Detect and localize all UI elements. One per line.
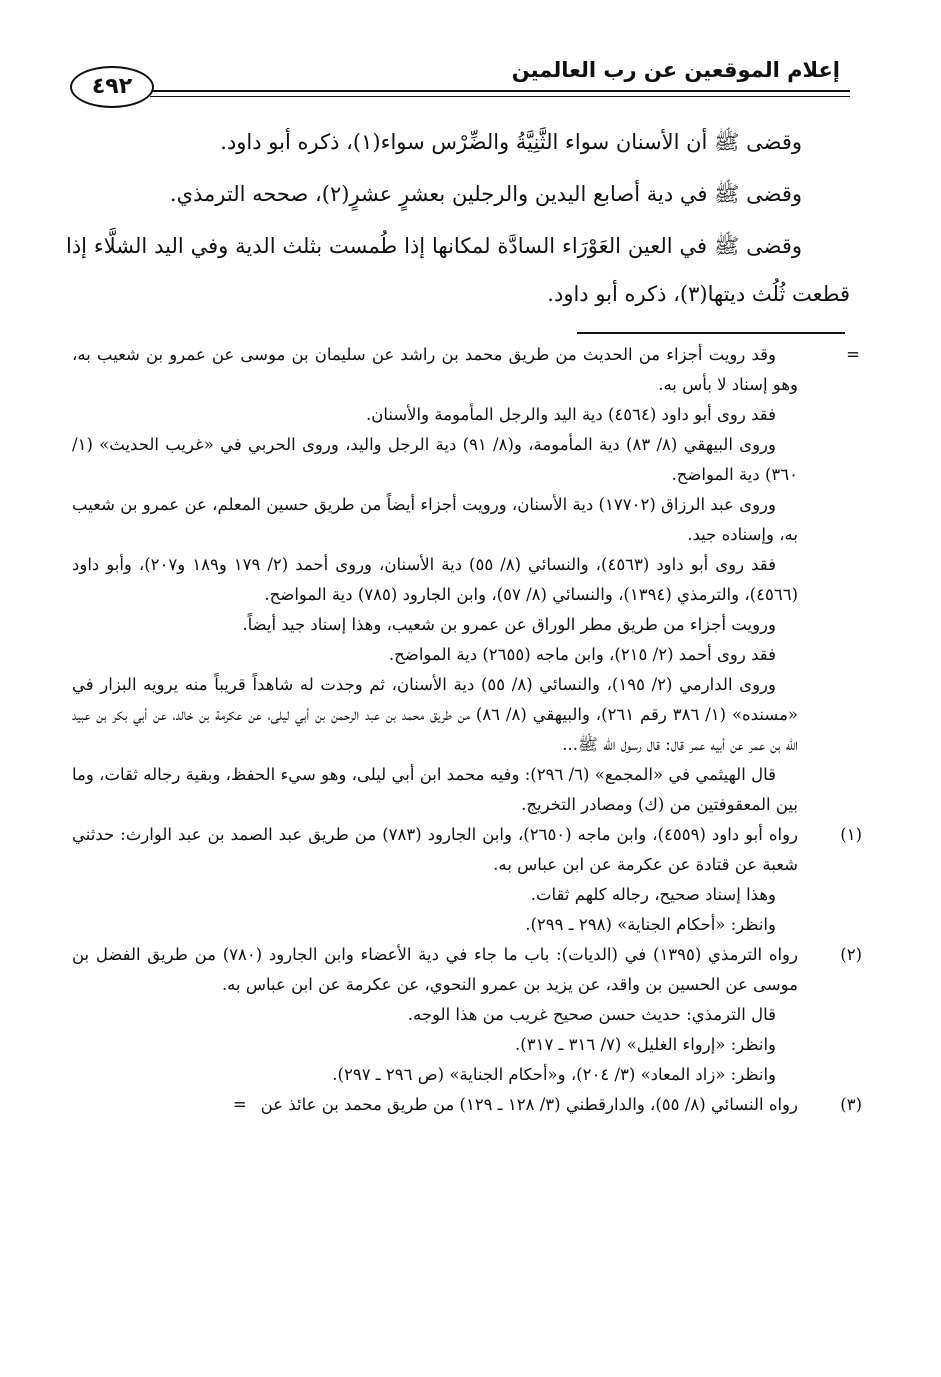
footnote-text-content: رواه النسائي (٨/ ٥٥)، والدارقطني (٣/ ١٢٨ ـ ١٢٩) من طريق محمد بن عائذ عن [260, 1095, 798, 1114]
main-paragraph: وقضى ﷺ أن الأسنان سواء الثَّنِيَّةُ والضِّرْس سواء(١)، ذكره أبو داود. [220, 130, 802, 154]
footnote-line: فقد روى أحمد (٢/ ٢١٥)، وابن ماجه (٢٦٥٥) دية المواضح. [388, 645, 776, 664]
footnotes [72, 340, 864, 1120]
footnote-line: وانظر: «زاد المعاد» (٣/ ٢٠٤)، و«أحكام الجناية» (ص ٢٩٦ ـ ٢٩٧). [332, 1065, 776, 1084]
footnote-number: (٣) [840, 1095, 862, 1114]
main-paragraph: وقضى ﷺ في دية أصابع اليدين والرجلين بعشرٍ عشرٍ(٢)، صححه الترمذي. [169, 182, 802, 206]
running-title: إعلام الموقعين عن رب العالمين [511, 58, 840, 82]
header-rule [150, 90, 850, 92]
continuation-mark: = [232, 1095, 247, 1114]
page-header [70, 50, 850, 110]
footnote-separator [577, 332, 845, 334]
footnote-line: وروى البيهقي (٨/ ٨٣) دية المأمومة، و(٨/ ٩١) دية الرجل واليد، وروى الحربي في «غريب الحديث» (١/ ٣٦٠) دية المواضح. [72, 435, 798, 484]
footnote-line: قال الترمذي: حديث حسن صحيح غريب من هذا الوجه. [407, 1005, 776, 1024]
footnote-line: فقد روى أبو داود (٤٥٦٣)، والنسائي (٨/ ٥٥) دية الأسنان، وروى أحمد (٢/ ١٧٩ و١٨٩ و٢٠٧)، وأبو داود (٤٥٦٦)، والترمذي (١٣٩٤)، والنسائي (٨/ ٥٧)، وابن الجارود (٧٨٥) دية المواضح. [72, 555, 798, 604]
footnote-line: قال الهيثمي في «المجمع» (٦/ ٢٩٦): وفيه محمد ابن أبي ليلى، وهو سيء الحفظ، وبقية رجاله ثقات، وما بين المعقوفتين من (ك) ومصادر التخريج. [72, 765, 798, 814]
footnote-number: (١) [840, 825, 862, 844]
footnote-line: وروى الدارمي (٢/ ١٩٥)، والنسائي (٨/ ٥٥) دية الأسنان، ثم وجدت له شاهداً قريباً منه يرويه البزار في «مسنده» (١/ ٣٨٦ رقم ٢٦١)، والبيهقي (٨/ ٨٦) من طريق محمد بن عبد الرحمن بن أبي ليلى، عن عكرمة بن خالد، عن أبي بكر بن عبيد الله بن عمر عن أبيه عمر قال: قال رسول الله ﷺ... [72, 675, 798, 754]
continuation-mark: = [846, 345, 860, 364]
main-text [66, 118, 850, 322]
main-paragraph: وقضى ﷺ في العين العَوْرَاء السادَّة لمكانها إذا طُمست بثلث الدية وفي اليد الشلَّاء إذا قطعت ثُلُث ديتها(٣)، ذكره أبو داود. [66, 234, 850, 306]
footnote-line: وانظر: «إرواء الغليل» (٧/ ٣١٦ ـ ٣١٧). [515, 1035, 776, 1054]
header-rule-thin [150, 96, 850, 97]
footnote-3 [72, 1090, 864, 1120]
footnote-line: ورويت أجزاء من طريق مطر الوراق عن عمرو بن شعيب، وهذا إسناد جيد أيضاً. [242, 615, 776, 634]
footnote-number: (٢) [840, 945, 862, 964]
footnote-text: رواه أبو داود (٤٥٥٩)، وابن ماجه (٢٦٥٠)، وابن الجارود (٧٨٣) من طريق عبد الصمد بن عبد الوارث: حدثني شعبة عن قتادة عن عكرمة عن ابن عباس به. [72, 825, 799, 874]
footnote-1 [72, 820, 864, 940]
footnote-line: وهذا إسناد صحيح، رجاله كلهم ثقات. [530, 885, 776, 904]
footnote-line: فقد روى أبو داود (٤٥٦٤) دية اليد والرجل المأمومة والأسنان. [365, 405, 776, 424]
footnote-2 [72, 940, 864, 1090]
footnote-continued [72, 340, 864, 820]
footnote-text: رواه الترمذي (١٣٩٥) في (الديات): باب ما جاء في دية الأعضاء وابن الجارود (٧٨٠) من طريق الفضل بن موسى عن الحسين بن واقد، عن يزيد بن عمرو النحوي، عن عكرمة عن ابن عباس به. [72, 945, 798, 994]
footnote-line: وانظر: «أحكام الجناية» (٢٩٨ ـ ٢٩٩). [525, 915, 776, 934]
footnote-text [72, 1090, 798, 1120]
footnote-line: وروى عبد الرزاق (١٧٧٠٢) دية الأسنان، ورويت أجزاء أيضاً من طريق حسين المعلم، عن عمرو بن شعيب به، وإسناده جيد. [72, 495, 798, 544]
footnote-line: وقد رويت أجزاء من الحديث من طريق محمد بن راشد عن سليمان بن موسى عن عمرو بن شعيب به، وهو إسناد لا بأس به. [72, 345, 798, 394]
page-number: ٤٩٢ [70, 66, 154, 108]
